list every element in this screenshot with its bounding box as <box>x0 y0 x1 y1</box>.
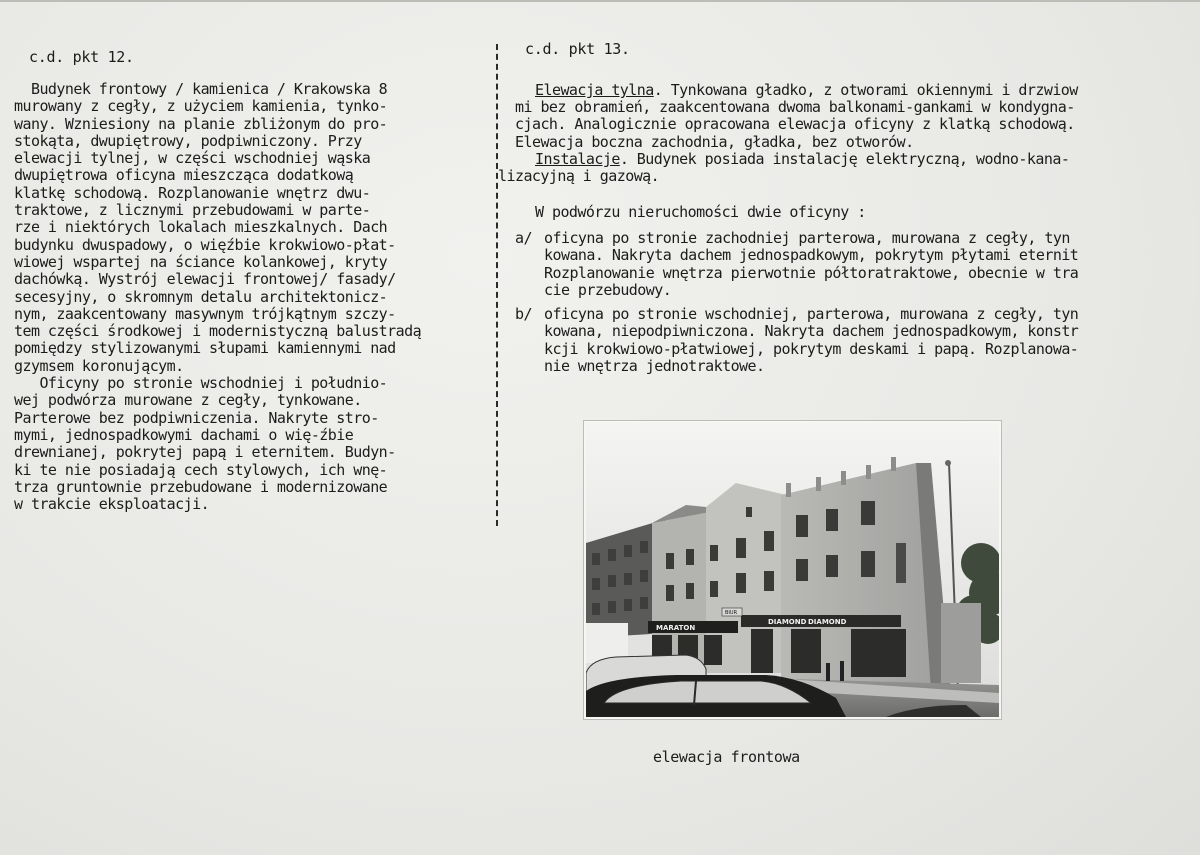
text-line: kowana, niepodpiwniczona. Nakryta dachem jednospadkowym, konstr <box>544 322 1079 341</box>
text-line: cie przebudowy. <box>544 280 672 299</box>
text-line: wej podwórza murowane z cegły, tynkowane. <box>14 391 362 410</box>
right-p2-first-line: . Budynek posiada instalację elektryczną, wodno-kana- <box>619 150 1070 168</box>
text-line: Parterowe bez podpiwniczenia. Nakryte stro- <box>14 408 379 427</box>
text-line: oficyna po stronie wschodniej, parterowa, murowana z cegły, tyn <box>544 305 1079 323</box>
section-label-rear-elevation: Elewacja tylna <box>535 81 654 99</box>
shop-sign-diamond-2: DIAMOND <box>808 618 847 626</box>
text-line: Budynek frontowy / kamienica / Krakowska 8 <box>14 80 388 98</box>
text-line: stokąta, dwupiętrowy, podpiwniczony. Przy <box>14 131 362 150</box>
right-p1-first-line: . Tynkowana gładko, z otworami okiennymi i drzwiow <box>653 81 1078 99</box>
text-line: wiowej wspartej na ściance kolankowej, kryty <box>14 252 388 271</box>
shop-sign-maraton: MARATON <box>656 624 696 632</box>
text-line: cjach. Analogicznie opracowana elewacja oficyny z klatką schodową. <box>515 115 1075 134</box>
small-sign: BIUR <box>725 610 738 616</box>
text-line: oficyna po stronie zachodniej parterowa, murowana z cegły, tyn <box>544 229 1070 247</box>
building-photo <box>586 423 999 717</box>
text-line: trza gruntownie przebudowane i modernizowane <box>14 477 388 496</box>
text-line: mymi, jednospadkowymi dachami o wię-źbie <box>14 425 354 444</box>
text-line: nie wnętrza jednotraktowe. <box>544 356 765 375</box>
text-line: nym, zaakcentowany masywnym trójkątnym szczy- <box>14 304 396 323</box>
text-line: klatkę schodową. Rozplanowanie wnętrz dwu- <box>14 183 371 202</box>
item-a-marker: a/ <box>515 229 532 247</box>
text-line: tem części środkowej i modernistyczną balustradą <box>14 322 422 341</box>
item-b-marker: b/ <box>515 305 532 323</box>
text-line: budynku dwuspadowy, o więźbie krokwiowo-płat- <box>14 235 396 254</box>
left-column-text <box>14 81 421 513</box>
outbuildings-intro: W podwórzu nieruchomości dwie oficyny : <box>535 203 866 221</box>
text-line: Rozplanowanie wnętrza pierwotnie półtoratraktowe, obecnie w tra <box>544 263 1079 282</box>
text-line: dwupiętrowa oficyna mieszcząca dodatkową <box>14 166 354 185</box>
text-line: murowany z cegły, z użyciem kamienia, tynko- <box>14 97 388 116</box>
section-label-installations: Instalacje <box>535 150 620 168</box>
building-photo-svg <box>586 423 999 717</box>
right-paragraph-1 <box>535 82 1078 99</box>
text-line: pomiędzy stylizowanymi słupami kamiennymi nad <box>14 339 396 358</box>
text-line: lizacyjną i gazową. <box>498 167 660 185</box>
photo-frame <box>583 420 1002 720</box>
photo-caption: elewacja frontowa <box>653 748 800 766</box>
text-line: dachówką. Wystrój elewacji frontowej/ fasady/ <box>14 270 396 289</box>
text-line: secesyjny, o skromnym detalu architektonicz- <box>14 287 388 306</box>
text-line: drewnianej, pokrytej papą i eternitem. Budyn- <box>14 443 396 462</box>
left-heading: c.d. pkt 12. <box>29 48 134 66</box>
text-line: Elewacja boczna zachodnia, gładka, bez otworów. <box>515 132 914 151</box>
text-line: w trakcie eksploatacji. <box>14 495 210 514</box>
column-divider <box>496 44 498 526</box>
item-a-text <box>544 230 1078 299</box>
text-line: wany. Wzniesiony na planie zbliżonym do pro- <box>14 114 388 133</box>
right-paragraph-2 <box>535 151 1069 168</box>
text-line: rze i niektórych lokalach mieszkalnych. Dach <box>14 218 388 237</box>
text-line: traktowe, z licznymi przebudowami w parte- <box>14 201 371 220</box>
text-line: gzymsem koronującym. <box>14 356 184 375</box>
text-line: elewacji tylnej, w części wschodniej wąska <box>14 149 371 168</box>
text-line: ki te nie posiadają cech stylowych, ich wnę- <box>14 460 388 479</box>
right-heading: c.d. pkt 13. <box>525 40 630 58</box>
text-line: mi bez obramień, zaakcentowana dwoma balkonami-gankami w kondygna- <box>515 98 1075 116</box>
text-line: kowana. Nakryta dachem jednospadkowym, pokrytym płytami eternit <box>544 246 1079 265</box>
right-paragraph-1-body <box>515 99 1075 151</box>
text-line: kcji krokwiowo-płatwiowej, pokrytym deskami i papą. Rozplanowa- <box>544 339 1079 358</box>
item-b-text <box>544 306 1078 375</box>
shop-sign-diamond: DIAMOND <box>768 618 807 626</box>
right-paragraph-2-body <box>498 168 659 185</box>
text-line: Oficyny po stronie wschodniej i południo- <box>14 374 388 393</box>
